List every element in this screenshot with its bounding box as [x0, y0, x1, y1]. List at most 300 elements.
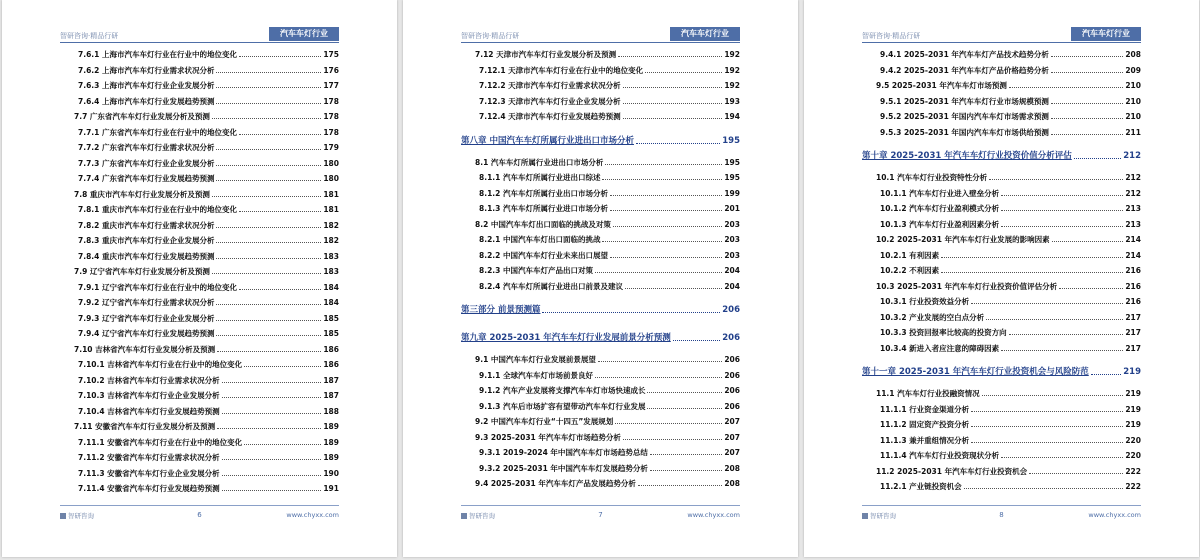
toc-entry-title: 7.6.2 上海市汽车车灯行业需求状况分析 — [78, 65, 215, 75]
toc-entry-title: 7.10.4 吉林省汽车车灯行业发展趋势预测 — [78, 406, 220, 416]
toc-entry-title: 9.3.2 2025-2031 年中国汽车车灯发展趋势分析 — [479, 463, 648, 473]
toc-entry-title: 7.10.3 吉林省汽车车灯行业企业发展分析 — [78, 391, 220, 400]
toc-leader-dots — [623, 78, 723, 88]
toc-entry-link[interactable] — [461, 263, 740, 279]
toc-chapter-link[interactable] — [461, 129, 740, 153]
document-page-3 — [804, 0, 1199, 557]
toc-leader-dots — [1074, 144, 1121, 159]
toc-leader-dots — [217, 419, 321, 429]
toc-page-number: 203 — [724, 219, 740, 229]
toc-entry-link[interactable] — [461, 279, 740, 295]
toc-entry-title: 9.3 2025-2031 年汽车车灯市场趋势分析 — [475, 432, 621, 442]
footer-url: www.chyxx.com — [286, 511, 339, 519]
toc-entry-link[interactable] — [461, 155, 740, 171]
toc-page-number: 189 — [323, 453, 339, 462]
toc-leader-dots — [623, 94, 723, 104]
toc-page-number: 217 — [1125, 343, 1141, 353]
toc-entry-link[interactable] — [60, 373, 339, 389]
toc-entry-title: 10.3.3 投资回报率比较高的投资方向 — [880, 328, 1007, 337]
toc-entry-title: 7.7.1 广东省汽车车灯行业在行业中的地位变化 — [78, 127, 237, 137]
toc-leader-dots — [217, 342, 321, 352]
toc-entry-link[interactable] — [461, 201, 740, 217]
toc-entry-title: 10.1 汽车车灯行业投资特性分析 — [876, 173, 988, 182]
toc-entry-title: 8.1.3 汽车车灯所属行业进口市场分析 — [479, 204, 608, 213]
toc-entry-link[interactable] — [862, 248, 1141, 264]
toc-page-number: 219 — [1125, 404, 1141, 414]
toc-entry-link[interactable] — [60, 481, 339, 497]
toc-entry-link[interactable] — [461, 383, 740, 399]
toc-page-number: 212 — [1123, 151, 1141, 161]
toc-entry-title: 10.1.2 汽车车灯行业盈利模式分析 — [880, 204, 1000, 213]
toc-page-number: 187 — [323, 391, 339, 400]
toc-leader-dots — [638, 476, 722, 486]
toc-entry-title: 9.4 2025-2031 年汽车车灯产品发展趋势分析 — [475, 479, 636, 488]
toc-entry-link[interactable] — [461, 461, 740, 477]
toc-leader-dots — [216, 311, 321, 321]
toc-leader-dots — [645, 63, 722, 73]
page-footer — [60, 509, 339, 523]
toc-leader-dots — [971, 433, 1123, 443]
toc-page-number: 208 — [724, 479, 740, 488]
toc-page-number: 189 — [323, 422, 339, 431]
toc-leader-dots — [216, 171, 321, 181]
header-industry-tag: 汽车车灯行业 — [670, 27, 740, 41]
toc-page-number: 201 — [724, 204, 740, 213]
toc-leader-dots — [222, 481, 322, 491]
toc-page-number: 206 — [722, 305, 740, 315]
toc-entry-title: 9.4.2 2025-2031 年汽车车灯产品价格趋势分析 — [880, 65, 1049, 75]
toc-entry-link[interactable] — [862, 186, 1141, 202]
toc-entry-title: 7.11.1 安徽省汽车车灯行业在行业中的地位变化 — [78, 437, 243, 447]
toc-page-number: 212 — [1125, 188, 1141, 198]
toc-page-number: 203 — [724, 250, 740, 260]
toc-leader-dots — [1051, 109, 1123, 119]
toc-entry-link[interactable] — [60, 311, 339, 327]
toc-chapter-link[interactable] — [862, 360, 1141, 384]
toc-leader-dots — [1051, 125, 1123, 135]
page-footer — [461, 509, 740, 523]
toc-page-number: 206 — [722, 333, 740, 343]
toc-entry-title: 7.9.1 辽宁省汽车车灯行业在行业中的地位变化 — [78, 282, 237, 292]
toc-entry-title: 8.2.2 中国汽车车灯行业未来出口展望 — [479, 250, 608, 260]
toc-leader-dots — [595, 263, 722, 273]
toc-entry-link[interactable] — [60, 249, 339, 265]
toc-leader-dots — [941, 248, 1123, 258]
toc-entry-link[interactable] — [461, 109, 740, 125]
toc-entry-link[interactable] — [862, 78, 1141, 94]
toc-page-number: 199 — [724, 188, 740, 198]
toc-page-number: 217 — [1125, 312, 1141, 322]
toc-entry-link[interactable] — [461, 476, 740, 492]
toc-leader-dots — [971, 417, 1123, 427]
toc-leader-dots — [216, 233, 321, 243]
toc-leader-dots — [1009, 78, 1123, 88]
footer-logo-text: 智研咨询 — [870, 512, 896, 520]
toc-page-number: 210 — [1125, 96, 1141, 106]
toc-page-number: 208 — [1125, 50, 1141, 59]
toc-page-number: 192 — [724, 65, 740, 75]
toc-leader-dots — [1001, 201, 1123, 211]
toc-page-number: 204 — [724, 266, 740, 275]
toc-leader-dots — [602, 170, 722, 180]
toc-entry-link[interactable] — [862, 63, 1141, 79]
toc-entry-link[interactable] — [60, 233, 339, 249]
toc-entry-link[interactable] — [461, 368, 740, 384]
toc-entry-link[interactable] — [862, 109, 1141, 125]
toc-entry-link[interactable] — [461, 78, 740, 94]
toc-page-number: 179 — [323, 143, 339, 152]
header-divider — [862, 42, 1141, 43]
toc-entry-link[interactable] — [60, 466, 339, 482]
toc-page-number: 212 — [1125, 173, 1141, 182]
toc-page-number: 187 — [323, 375, 339, 385]
toc-entry-link[interactable] — [862, 94, 1141, 110]
toc-entry-title: 7.10 吉林省汽车车灯行业发展分析及预测 — [74, 344, 216, 354]
toc-page-number: 186 — [323, 344, 339, 354]
toc-leader-dots — [222, 466, 322, 476]
toc-leader-dots — [602, 232, 722, 242]
toc-entry-title: 9.1.3 汽车后市场扩容有望带动汽车车灯行业发展 — [479, 401, 646, 411]
toc-entry-link[interactable] — [60, 218, 339, 234]
page-number: 7 — [598, 511, 603, 519]
toc-entry-link[interactable] — [862, 464, 1141, 480]
toc-leader-dots — [1001, 448, 1123, 458]
toc-page-number: 206 — [724, 386, 740, 395]
footer-divider — [461, 505, 740, 506]
toc-entry-link[interactable] — [60, 47, 339, 63]
toc-leader-dots — [216, 78, 321, 88]
toc-entry-link[interactable] — [461, 186, 740, 202]
toc-entry-link[interactable] — [60, 404, 339, 420]
header-industry-tag: 汽车车灯行业 — [1071, 27, 1141, 41]
toc-entry-link[interactable] — [461, 352, 740, 368]
toc-leader-dots — [1001, 341, 1123, 351]
toc-entry-title: 11.1.2 固定资产投资分析 — [880, 420, 970, 429]
toc-entry-link[interactable] — [60, 156, 339, 172]
page-header — [60, 24, 339, 44]
toc-entry-link[interactable] — [862, 325, 1141, 341]
toc-entry-link[interactable] — [862, 341, 1141, 357]
toc-entry-title: 10.3.4 新进入者应注意的障碍因素 — [880, 343, 1000, 353]
footer-divider — [60, 505, 339, 506]
toc-entry-title: 第九章 2025-2031 年汽车车灯行业发展前景分析预测 — [461, 333, 671, 343]
toc-entry-link[interactable] — [60, 450, 339, 466]
toc-entry-title: 7.12.4 天津市汽车车灯行业发展趋势预测 — [479, 112, 621, 121]
toc-leader-dots — [989, 170, 1123, 180]
toc-page-number: 216 — [1125, 281, 1141, 291]
toc-entry-title: 8.1.2 汽车车灯所属行业出口市场分析 — [479, 188, 608, 198]
toc-leader-dots — [216, 326, 321, 336]
toc-entry-title: 11.1.1 行业资金渠道分析 — [880, 404, 970, 414]
toc-entry-title: 8.2 中国汽车车灯出口面临的挑战及对策 — [475, 219, 611, 229]
toc-entry-title: 7.7 广东省汽车车灯行业发展分析及预测 — [74, 112, 210, 121]
toc-page-number: 178 — [323, 112, 339, 121]
toc-page-number: 185 — [323, 313, 339, 323]
toc-leader-dots — [216, 156, 321, 166]
toc-entry-title: 9.2 中国汽车车灯行业“十四五”发展规划 — [475, 417, 614, 426]
toc-page-number: 206 — [724, 401, 740, 411]
toc-entry-link[interactable] — [60, 202, 339, 218]
toc-entry-link[interactable] — [461, 414, 740, 430]
toc-leader-dots — [239, 202, 321, 212]
toc-page-number: 206 — [724, 370, 740, 380]
toc-entry-title: 10.1.3 汽车车灯行业盈利因素分析 — [880, 219, 1000, 229]
toc-entry-title: 7.10.1 吉林省汽车车灯行业在行业中的地位变化 — [78, 360, 243, 369]
toc-entry-title: 7.6.3 上海市汽车车灯行业企业发展分析 — [78, 81, 215, 90]
toc-leader-dots — [971, 294, 1123, 304]
toc-entry-link[interactable] — [461, 63, 740, 79]
toc-page-number: 192 — [724, 81, 740, 90]
page-number: 6 — [197, 511, 202, 519]
toc-leader-dots — [650, 445, 722, 455]
toc-leader-dots — [222, 450, 322, 460]
toc-leader-dots — [1051, 94, 1123, 104]
toc-entry-link[interactable] — [862, 448, 1141, 464]
toc-leader-dots — [615, 414, 722, 424]
toc-leader-dots — [1051, 47, 1123, 57]
toc-entry-link[interactable] — [60, 388, 339, 404]
toc-leader-dots — [982, 386, 1124, 396]
toc-entry-link[interactable] — [60, 435, 339, 451]
toc-entry-title: 第三部分 前景预测篇 — [461, 305, 541, 315]
toc-leader-dots — [1052, 232, 1124, 242]
toc-entry-title: 11.2 2025-2031 年汽车车灯行业投资机会 — [876, 466, 1028, 476]
toc-entry-title: 10.3.2 产业发展的空白点分析 — [880, 312, 985, 322]
toc-page-number: 209 — [1125, 65, 1141, 75]
toc-entry-title: 7.11.3 安徽省汽车车灯行业企业发展分析 — [78, 468, 220, 478]
toc-entry-link[interactable] — [60, 109, 339, 125]
toc-entry-link[interactable] — [60, 187, 339, 203]
toc-chapter-link[interactable] — [862, 144, 1141, 168]
toc-leader-dots — [244, 357, 321, 367]
toc-entry-title: 9.5 2025-2031 年汽车车灯市场预测 — [876, 81, 1007, 90]
footer-logo-text: 智研咨询 — [469, 512, 495, 520]
toc-entry-title: 8.1 汽车车灯所属行业进出口市场分析 — [475, 157, 604, 167]
toc-page-number: 204 — [724, 281, 740, 291]
toc-entry-title: 11.2.1 产业链投资机会 — [880, 482, 962, 491]
toc-page-number: 213 — [1125, 219, 1141, 229]
toc-entry-title: 7.8 重庆市汽车车灯行业发展分析及预测 — [74, 189, 210, 199]
toc-entry-link[interactable] — [862, 125, 1141, 141]
toc-entry-title: 8.2.4 汽车车灯所属行业进出口前景及建议 — [479, 281, 623, 291]
toc-entry-title: 7.11 安徽省汽车车灯行业发展分析及预测 — [74, 422, 216, 431]
toc-page-number: 190 — [323, 468, 339, 478]
header-brand: 智研咨询·精品行研 — [60, 32, 119, 40]
toc-entry-link[interactable] — [60, 280, 339, 296]
toc-entry-title: 11.1.3 兼并重组情况分析 — [880, 435, 970, 445]
toc-list — [862, 47, 1141, 495]
toc-leader-dots — [239, 125, 321, 135]
toc-page-number: 183 — [323, 267, 339, 276]
toc-entry-title: 7.7.2 广东省汽车车灯行业需求状况分析 — [78, 143, 215, 152]
toc-leader-dots — [647, 383, 722, 393]
toc-page-number: 220 — [1125, 435, 1141, 445]
toc-page-number: 210 — [1125, 112, 1141, 121]
toc-page-number: 189 — [323, 437, 339, 447]
page-footer — [862, 509, 1141, 523]
toc-entry-title: 第十章 2025-2031 年汽车车灯行业投资价值分析评估 — [862, 151, 1072, 161]
toc-entry-link[interactable] — [862, 217, 1141, 233]
toc-page-number: 222 — [1125, 466, 1141, 476]
toc-page-number: 183 — [323, 251, 339, 261]
toc-leader-dots — [625, 279, 722, 289]
toc-entry-link[interactable] — [60, 171, 339, 187]
toc-entry-link[interactable] — [60, 140, 339, 156]
toc-page-number: 210 — [1125, 81, 1141, 90]
toc-page-number: 219 — [1125, 420, 1141, 429]
toc-entry-link[interactable] — [862, 294, 1141, 310]
toc-leader-dots — [1001, 217, 1123, 227]
page-header — [862, 24, 1141, 44]
toc-entry-link[interactable] — [461, 232, 740, 248]
toc-page-number: 216 — [1125, 266, 1141, 275]
toc-leader-dots — [216, 63, 321, 73]
toc-entry-link[interactable] — [60, 342, 339, 358]
toc-entry-link[interactable] — [862, 279, 1141, 295]
toc-entry-title: 11.1 汽车车灯行业投融资情况 — [876, 389, 980, 398]
toc-page-number: 185 — [323, 329, 339, 338]
toc-entry-link[interactable] — [862, 263, 1141, 279]
toc-page-number: 211 — [1125, 127, 1141, 137]
toc-entry-title: 11.1.4 汽车车灯行业投资现状分析 — [880, 451, 1000, 460]
toc-page-number: 219 — [1123, 367, 1141, 377]
toc-leader-dots — [618, 47, 722, 57]
toc-page-number: 180 — [323, 158, 339, 168]
toc-leader-dots — [212, 264, 321, 274]
toc-entry-title: 7.8.4 重庆市汽车车灯行业发展趋势预测 — [78, 251, 215, 261]
toc-entry-link[interactable] — [60, 419, 339, 435]
toc-entry-title: 第八章 中国汽车车灯所属行业进出口市场分析 — [461, 135, 634, 146]
toc-leader-dots — [216, 295, 321, 305]
toc-leader-dots — [613, 217, 722, 227]
footer-url: www.chyxx.com — [687, 511, 740, 519]
toc-page-number: 184 — [323, 298, 339, 307]
toc-leader-dots — [1059, 279, 1123, 289]
toc-page-number: 192 — [724, 50, 740, 59]
toc-entry-link[interactable] — [461, 248, 740, 264]
toc-entry-link[interactable] — [461, 217, 740, 233]
toc-page-number: 180 — [323, 174, 339, 183]
toc-page-number: 176 — [323, 65, 339, 75]
toc-entry-link[interactable] — [461, 47, 740, 63]
toc-entry-link[interactable] — [60, 78, 339, 94]
toc-page-number: 191 — [323, 484, 339, 493]
toc-page-number: 182 — [323, 220, 339, 230]
toc-leader-dots — [216, 249, 321, 259]
toc-entry-link[interactable] — [461, 430, 740, 446]
toc-entry-link[interactable] — [60, 326, 339, 342]
header-brand: 智研咨询·精品行研 — [862, 32, 921, 40]
toc-leader-dots — [623, 109, 723, 119]
toc-leader-dots — [1029, 464, 1123, 474]
toc-entry-link[interactable] — [862, 479, 1141, 495]
toc-entry-link[interactable] — [862, 386, 1141, 402]
toc-entry-title: 10.3.1 行业投资效益分析 — [880, 297, 970, 306]
toc-entry-link[interactable] — [461, 445, 740, 461]
toc-leader-dots — [1001, 186, 1123, 196]
toc-page-number: 182 — [323, 236, 339, 245]
toc-entry-link[interactable] — [60, 63, 339, 79]
toc-entry-title: 10.2.1 有利因素 — [880, 250, 940, 260]
toc-entry-link[interactable] — [461, 399, 740, 415]
toc-leader-dots — [964, 479, 1124, 489]
toc-leader-dots — [212, 187, 321, 197]
toc-entry-title: 7.7.3 广东省汽车车灯行业企业发展分析 — [78, 158, 215, 168]
toc-leader-dots — [986, 310, 1123, 320]
toc-page-number: 178 — [323, 96, 339, 106]
toc-page-number: 214 — [1125, 235, 1141, 244]
toc-leader-dots — [650, 461, 722, 471]
toc-entry-title: 9.5.3 2025-2031 年国内汽车车灯市场供给预测 — [880, 127, 1049, 137]
toc-page-number: 222 — [1125, 482, 1141, 491]
toc-entry-link[interactable] — [862, 417, 1141, 433]
toc-leader-dots — [222, 404, 322, 414]
toc-entry-link[interactable] — [60, 295, 339, 311]
toc-entry-title: 7.8.2 重庆市汽车车灯行业需求状况分析 — [78, 220, 215, 230]
toc-entry-title: 7.9.4 辽宁省汽车车灯行业发展趋势预测 — [78, 329, 215, 338]
toc-entry-link[interactable] — [60, 264, 339, 280]
toc-entry-title: 7.12 天津市汽车车灯行业发展分析及预测 — [475, 50, 617, 59]
toc-entry-title: 7.12.2 天津市汽车车灯行业需求状况分析 — [479, 81, 621, 90]
toc-entry-title: 9.5.1 2025-2031 年汽车车灯行业市场规模预测 — [880, 96, 1049, 106]
toc-entry-link[interactable] — [60, 94, 339, 110]
toc-entry-link[interactable] — [862, 201, 1141, 217]
toc-entry-link[interactable] — [862, 232, 1141, 248]
toc-page-number: 203 — [724, 235, 740, 244]
header-brand: 智研咨询·精品行研 — [461, 32, 520, 40]
toc-leader-dots — [216, 94, 321, 104]
toc-entry-title: 7.9.2 辽宁省汽车车灯行业需求状况分析 — [78, 298, 215, 307]
document-page-2 — [403, 0, 798, 557]
toc-leader-dots — [222, 388, 322, 398]
toc-entry-link[interactable] — [862, 47, 1141, 63]
toc-page-number: 206 — [724, 355, 740, 364]
toc-entry-link[interactable] — [461, 170, 740, 186]
toc-page-number: 193 — [724, 96, 740, 106]
toc-page-number: 188 — [323, 406, 339, 416]
toc-page-number: 184 — [323, 282, 339, 292]
toc-entry-link[interactable] — [862, 433, 1141, 449]
toc-chapter-link[interactable] — [461, 326, 740, 350]
toc-entry-title: 8.1.1 汽车车灯所属行业进出口综述 — [479, 173, 601, 182]
toc-entry-link[interactable] — [60, 357, 339, 373]
toc-entry-link[interactable] — [862, 170, 1141, 186]
toc-entry-title: 7.8.3 重庆市汽车车灯行业企业发展分析 — [78, 236, 215, 245]
page-header — [461, 24, 740, 44]
toc-entry-title: 9.1 中国汽车车灯行业发展前景展望 — [475, 355, 596, 364]
toc-page-number: 194 — [724, 112, 740, 121]
toc-entry-title: 10.2.2 不利因素 — [880, 266, 940, 275]
toc-entry-title: 9.1.2 汽车产业发展将支撑汽车车灯市场快速成长 — [479, 386, 646, 395]
footer-divider — [862, 505, 1141, 506]
toc-entry-title: 9.1.1 全球汽车车灯市场前景良好 — [479, 370, 593, 380]
toc-page-number: 195 — [724, 173, 740, 182]
toc-page-number: 207 — [724, 417, 740, 426]
header-divider — [461, 42, 740, 43]
toc-entry-title: 7.7.4 广东省汽车车灯行业发展趋势预测 — [78, 174, 215, 183]
toc-entry-link[interactable] — [461, 94, 740, 110]
toc-entry-title: 9.4.1 2025-2031 年汽车车灯产品技术趋势分析 — [880, 50, 1049, 59]
toc-entry-title: 8.2.1 中国汽车车灯出口面临的挑战 — [479, 235, 601, 244]
toc-entry-link[interactable] — [60, 125, 339, 141]
toc-page-number: 181 — [323, 189, 339, 199]
toc-chapter-link[interactable] — [461, 298, 740, 322]
toc-leader-dots — [971, 402, 1123, 412]
toc-leader-dots — [1091, 360, 1121, 375]
toc-entry-link[interactable] — [862, 310, 1141, 326]
toc-entry-link[interactable] — [862, 402, 1141, 418]
toc-leader-dots — [239, 280, 321, 290]
